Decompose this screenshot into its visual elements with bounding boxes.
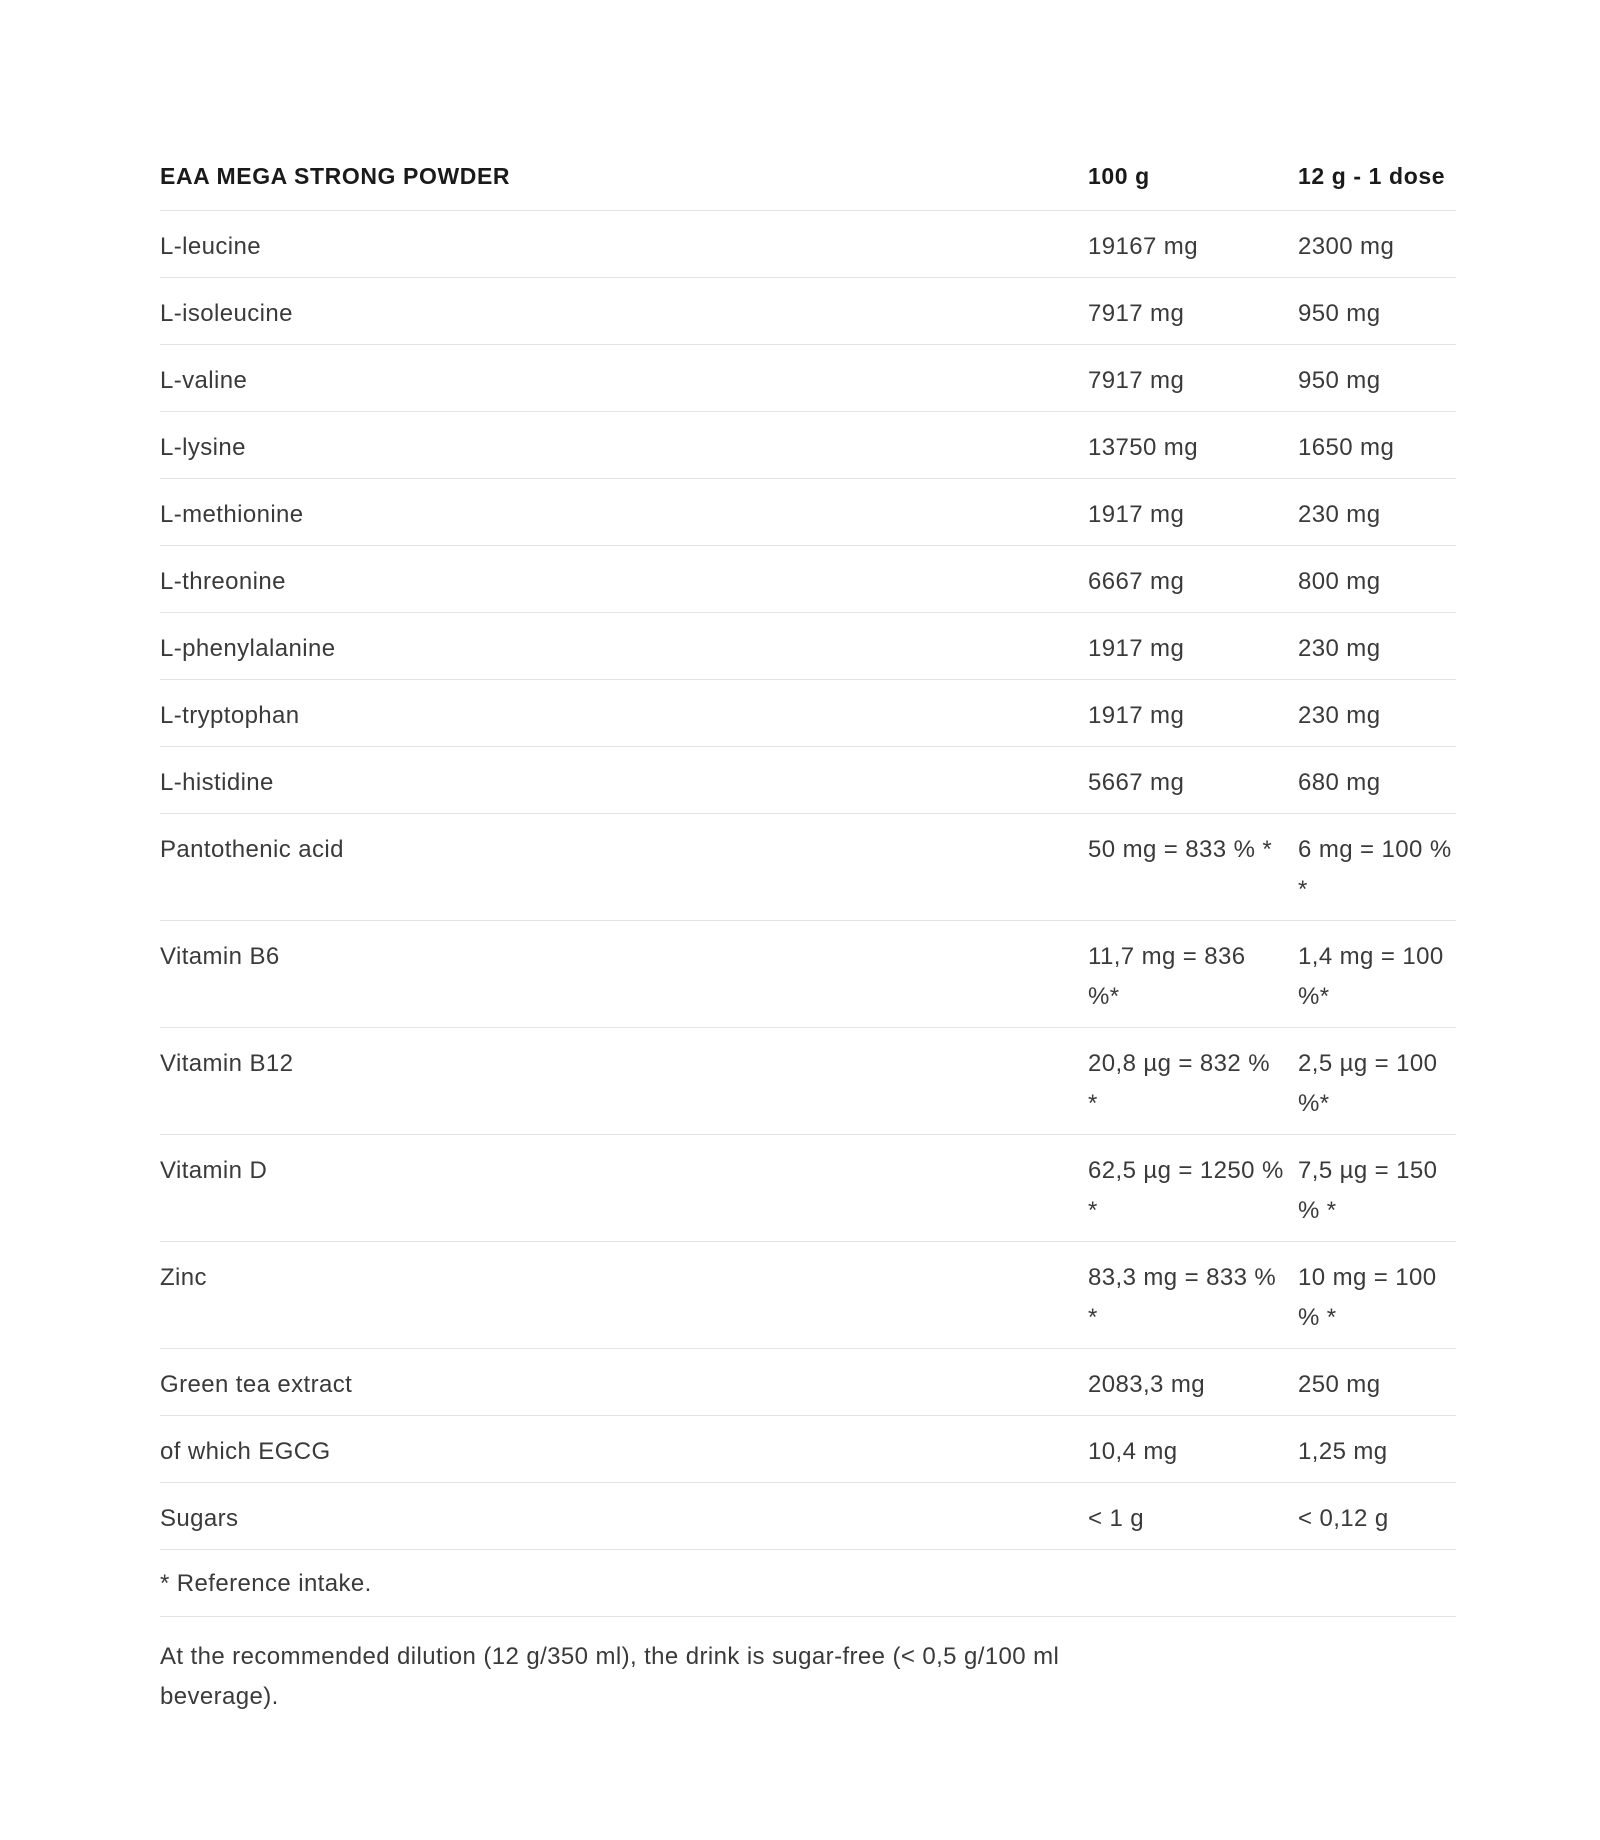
value-per-100g: 1917 mg: [1088, 479, 1298, 546]
nutrient-name: L-threonine: [160, 546, 1088, 613]
table-row: [160, 1483, 1456, 1550]
table-row: [160, 412, 1456, 479]
table-header: [160, 150, 1456, 211]
value-per-100g: 20,8 µg = 832 % *: [1088, 1028, 1298, 1135]
nutrient-name: L-tryptophan: [160, 680, 1088, 747]
value-per-dose: 1,25 mg: [1298, 1416, 1456, 1483]
table-row: [160, 747, 1456, 814]
value-per-dose: 2300 mg: [1298, 211, 1456, 278]
nutrient-name: Zinc: [160, 1242, 1088, 1349]
header-per-100g: 100 g: [1088, 150, 1298, 211]
table-row: [160, 211, 1456, 278]
nutrient-name: Vitamin D: [160, 1135, 1088, 1242]
value-per-100g: 7917 mg: [1088, 278, 1298, 345]
value-per-dose: 1650 mg: [1298, 412, 1456, 479]
header-row: [160, 150, 1456, 211]
value-per-100g: 11,7 mg = 836 %*: [1088, 921, 1298, 1028]
nutrient-name: L-leucine: [160, 211, 1088, 278]
header-product-name: EAA MEGA STRONG POWDER: [160, 150, 1088, 211]
footnote-row: [160, 1550, 1456, 1617]
value-per-dose: 2,5 µg = 100 %*: [1298, 1028, 1456, 1135]
value-per-100g: 1917 mg: [1088, 680, 1298, 747]
table-row: [160, 278, 1456, 345]
table-row: [160, 479, 1456, 546]
nutrition-facts-sheet: [160, 150, 1456, 1717]
value-per-dose: 230 mg: [1298, 613, 1456, 680]
table-row: [160, 1135, 1456, 1242]
nutrient-name: L-valine: [160, 345, 1088, 412]
nutrient-name: Vitamin B6: [160, 921, 1088, 1028]
nutrient-name: L-lysine: [160, 412, 1088, 479]
table-body: [160, 211, 1456, 1617]
value-per-dose: 950 mg: [1298, 278, 1456, 345]
nutrient-name: L-phenylalanine: [160, 613, 1088, 680]
header-per-dose: 12 g - 1 dose: [1298, 150, 1456, 211]
value-per-dose: 230 mg: [1298, 479, 1456, 546]
value-per-dose: 230 mg: [1298, 680, 1456, 747]
value-per-100g: 5667 mg: [1088, 747, 1298, 814]
table-row: [160, 1416, 1456, 1483]
table-row: [160, 680, 1456, 747]
footnote-text: * Reference intake.: [160, 1550, 1456, 1617]
nutrition-table: [160, 150, 1456, 1617]
value-per-dose: 7,5 µg = 150 % *: [1298, 1135, 1456, 1242]
table-row: [160, 1242, 1456, 1349]
value-per-100g: 7917 mg: [1088, 345, 1298, 412]
value-per-100g: 13750 mg: [1088, 412, 1298, 479]
value-per-100g: 1917 mg: [1088, 613, 1298, 680]
table-row: [160, 921, 1456, 1028]
nutrient-name: of which EGCG: [160, 1416, 1088, 1483]
nutrient-name: L-isoleucine: [160, 278, 1088, 345]
value-per-dose: 10 mg = 100 % *: [1298, 1242, 1456, 1349]
value-per-dose: 680 mg: [1298, 747, 1456, 814]
value-per-100g: 6667 mg: [1088, 546, 1298, 613]
value-per-dose: 250 mg: [1298, 1349, 1456, 1416]
value-per-100g: 62,5 µg = 1250 % *: [1088, 1135, 1298, 1242]
value-per-100g: 2083,3 mg: [1088, 1349, 1298, 1416]
table-row: [160, 1028, 1456, 1135]
value-per-100g: 19167 mg: [1088, 211, 1298, 278]
value-per-dose: 950 mg: [1298, 345, 1456, 412]
value-per-dose: 800 mg: [1298, 546, 1456, 613]
value-per-100g: < 1 g: [1088, 1483, 1298, 1550]
nutrient-name: Green tea extract: [160, 1349, 1088, 1416]
value-per-dose: 6 mg = 100 % *: [1298, 814, 1456, 921]
nutrient-name: Pantothenic acid: [160, 814, 1088, 921]
nutrient-name: Vitamin B12: [160, 1028, 1088, 1135]
table-row: [160, 345, 1456, 412]
nutrient-name: L-methionine: [160, 479, 1088, 546]
value-per-100g: 10,4 mg: [1088, 1416, 1298, 1483]
value-per-dose: 1,4 mg = 100 %*: [1298, 921, 1456, 1028]
table-row: [160, 613, 1456, 680]
value-per-dose: < 0,12 g: [1298, 1483, 1456, 1550]
nutrient-name: Sugars: [160, 1483, 1088, 1550]
nutrient-name: L-histidine: [160, 747, 1088, 814]
table-row: [160, 814, 1456, 921]
dilution-note: At the recommended dilution (12 g/350 ml), the drink is sugar-free (< 0,5 g/100 ml beverage).: [160, 1643, 1060, 1710]
value-per-100g: 83,3 mg = 833 % *: [1088, 1242, 1298, 1349]
table-row: [160, 546, 1456, 613]
value-per-100g: 50 mg = 833 % *: [1088, 814, 1298, 921]
table-row: [160, 1349, 1456, 1416]
